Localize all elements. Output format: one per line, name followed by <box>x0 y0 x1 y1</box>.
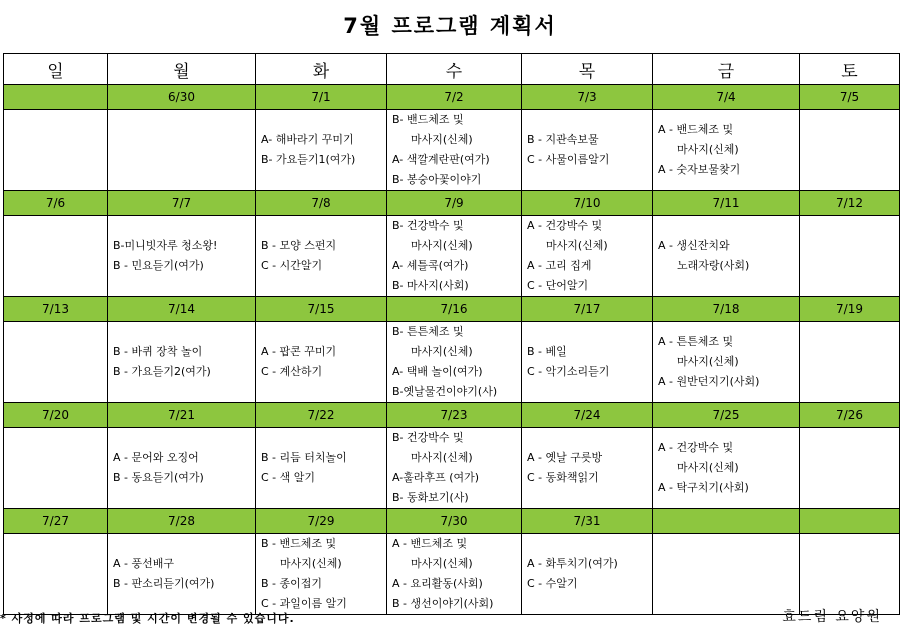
activity-cell <box>108 322 256 403</box>
activity-line: A - 풍선배구 <box>113 557 174 570</box>
date-cell: 7/9 <box>387 191 522 216</box>
activity-line: B- 건강박수 및 <box>392 219 464 232</box>
activity-line: C - 색 알기 <box>261 471 316 484</box>
activity-line: 마사지(신체) <box>411 451 473 464</box>
activity-cell <box>256 216 387 297</box>
activity-cell <box>653 110 800 191</box>
activity-line: B - 판소리듣기(여가) <box>113 577 215 590</box>
activity-cell <box>653 534 800 615</box>
activity-line: 마사지(신체) <box>677 461 739 474</box>
date-cell: 7/5 <box>800 85 900 110</box>
activity-line: A - 건강박수 및 <box>658 441 734 454</box>
activity-cell <box>800 216 900 297</box>
activity-cell <box>4 428 108 509</box>
activity-cell <box>653 322 800 403</box>
activity-cell <box>522 216 653 297</box>
activity-line: B- 봉숭아꽃이야기 <box>392 173 482 186</box>
activity-cell <box>522 428 653 509</box>
weekday-header: 수 <box>387 54 522 85</box>
activity-line: A-훌라후프 (여가) <box>392 471 480 484</box>
date-row <box>4 403 900 428</box>
weekday-header: 금 <box>653 54 800 85</box>
activity-cell <box>108 534 256 615</box>
activity-line: A - 탁구치기(사회) <box>658 481 749 494</box>
activity-line: 마사지(신체) <box>411 557 473 570</box>
activity-line: B-옛날물건이야기(사) <box>392 385 498 398</box>
activity-line: B-미니빗자루 청소왕! <box>113 239 218 252</box>
activity-line: 마사지(신체) <box>677 355 739 368</box>
activity-line: A - 밴드체조 및 <box>392 537 468 550</box>
activity-cell <box>256 534 387 615</box>
activity-line: C - 시간알기 <box>261 259 323 272</box>
date-cell <box>4 85 108 110</box>
activity-cell <box>256 322 387 403</box>
activity-cell <box>522 534 653 615</box>
activity-line: A - 밴드체조 및 <box>658 123 734 136</box>
activity-line: B - 밴드체조 및 <box>261 537 337 550</box>
activity-cell <box>387 534 522 615</box>
date-cell: 7/2 <box>387 85 522 110</box>
activity-line: B- 밴드체조 및 <box>392 113 464 126</box>
activity-line: B - 종이접기 <box>261 577 323 590</box>
activity-line: C - 단어알기 <box>527 279 589 292</box>
activity-line: C - 사물이름알기 <box>527 153 610 166</box>
date-cell: 7/27 <box>4 509 108 534</box>
activity-line: A - 생신잔치와 <box>658 239 730 252</box>
weekday-header-row <box>4 54 900 85</box>
date-cell: 7/26 <box>800 403 900 428</box>
activity-line: 마사지(신체) <box>280 557 342 570</box>
activity-line: A - 숫자보물찾기 <box>658 163 741 176</box>
activity-line: 마사지(신체) <box>411 239 473 252</box>
date-cell: 7/15 <box>256 297 387 322</box>
weekday-header: 토 <box>800 54 900 85</box>
page-title: 7월 프로그램 계획서 <box>343 14 557 38</box>
activity-line: 마사지(신체) <box>546 239 608 252</box>
activity-line: 마사지(신체) <box>677 143 739 156</box>
activity-line: B - 리듬 터치놀이 <box>261 451 347 464</box>
date-cell: 7/21 <box>108 403 256 428</box>
activity-line: 마사지(신체) <box>411 345 473 358</box>
footer-note: * 사정에 따라 프로그램 및 시간이 변경될 수 있습니다. <box>0 612 295 625</box>
activity-cell <box>4 216 108 297</box>
activity-cell <box>4 110 108 191</box>
date-cell: 7/30 <box>387 509 522 534</box>
activity-cell <box>108 110 256 191</box>
weekday-header: 화 <box>256 54 387 85</box>
activity-cell <box>522 322 653 403</box>
date-row <box>4 85 900 110</box>
activity-cell <box>653 428 800 509</box>
activity-cell <box>4 534 108 615</box>
activity-line: B- 튼튼체조 및 <box>392 325 464 338</box>
date-cell: 7/1 <box>256 85 387 110</box>
weekday-header: 목 <box>522 54 653 85</box>
activity-line: A- 택배 놀이(여가) <box>392 365 483 378</box>
activity-cell <box>256 110 387 191</box>
activity-line: B- 동화보기(사) <box>392 491 469 504</box>
date-cell: 7/14 <box>108 297 256 322</box>
activity-line: A - 옛날 구릇방 <box>527 451 603 464</box>
activity-cell <box>256 428 387 509</box>
activity-line: B- 마사지(사회) <box>392 279 469 292</box>
activity-cell <box>800 428 900 509</box>
date-cell: 7/11 <box>653 191 800 216</box>
date-row <box>4 191 900 216</box>
date-cell: 7/25 <box>653 403 800 428</box>
activity-cell <box>108 216 256 297</box>
activity-line: B - 모양 스펀지 <box>261 239 337 252</box>
activity-line: C - 수알기 <box>527 577 578 590</box>
calendar-body <box>4 54 900 615</box>
activity-row <box>4 110 900 191</box>
activity-line: A - 화투치기(여가) <box>527 557 618 570</box>
date-cell: 7/10 <box>522 191 653 216</box>
date-cell: 7/31 <box>522 509 653 534</box>
date-cell: 7/16 <box>387 297 522 322</box>
date-cell: 7/3 <box>522 85 653 110</box>
activity-cell <box>800 110 900 191</box>
activity-cell <box>387 216 522 297</box>
activity-line: A- 해바라기 꾸미기 <box>261 133 354 146</box>
activity-line: A - 팝콘 꾸미기 <box>261 345 337 358</box>
activity-cell <box>800 534 900 615</box>
activity-cell <box>800 322 900 403</box>
activity-line: A - 건강박수 및 <box>527 219 603 232</box>
activity-line: A - 튼튼체조 및 <box>658 335 734 348</box>
activity-row <box>4 428 900 509</box>
date-cell: 7/4 <box>653 85 800 110</box>
activity-cell <box>108 428 256 509</box>
activity-line: A - 원반던지기(사회) <box>658 375 760 388</box>
activity-line: A - 고리 집게 <box>527 259 592 272</box>
activity-row <box>4 534 900 615</box>
activity-cell <box>4 322 108 403</box>
program-calendar <box>3 53 900 615</box>
weekday-header: 일 <box>4 54 108 85</box>
date-cell: 6/30 <box>108 85 256 110</box>
activity-line: B - 바퀴 장착 놀이 <box>113 345 203 358</box>
activity-line: B- 가요듣기1(여가) <box>261 153 356 166</box>
activity-row <box>4 322 900 403</box>
date-cell: 7/22 <box>256 403 387 428</box>
date-cell: 7/29 <box>256 509 387 534</box>
date-cell <box>653 509 800 534</box>
activity-line: C - 동화책읽기 <box>527 471 599 484</box>
activity-line: B - 지관속보물 <box>527 133 599 146</box>
activity-line: C - 계산하기 <box>261 365 323 378</box>
activity-cell <box>653 216 800 297</box>
date-cell: 7/17 <box>522 297 653 322</box>
activity-line: 마사지(신체) <box>411 133 473 146</box>
date-cell: 7/18 <box>653 297 800 322</box>
date-row <box>4 297 900 322</box>
date-cell: 7/19 <box>800 297 900 322</box>
activity-cell <box>387 110 522 191</box>
date-cell: 7/8 <box>256 191 387 216</box>
activity-line: C - 과일이름 알기 <box>261 597 347 610</box>
activity-line: A- 셰틀콕(여가) <box>392 259 469 272</box>
activity-line: B - 베일 <box>527 345 567 358</box>
activity-cell <box>387 322 522 403</box>
footer-org-name: 효드림 요양원 <box>782 609 882 625</box>
activity-row <box>4 216 900 297</box>
activity-line: B - 가요듣기2(여가) <box>113 365 211 378</box>
activity-line: A- 색깔계란판(여가) <box>392 153 490 166</box>
date-cell <box>800 509 900 534</box>
date-cell: 7/20 <box>4 403 108 428</box>
activity-line: B - 동요듣기(여가) <box>113 471 204 484</box>
activity-line: A - 문어와 오징어 <box>113 451 199 464</box>
activity-line: B - 생선이야기(사회) <box>392 597 494 610</box>
activity-line: 노래자랑(사회) <box>677 259 750 272</box>
date-cell: 7/6 <box>4 191 108 216</box>
activity-cell <box>387 428 522 509</box>
activity-line: B - 민요듣기(여가) <box>113 259 204 272</box>
date-row <box>4 509 900 534</box>
date-cell: 7/12 <box>800 191 900 216</box>
date-cell: 7/23 <box>387 403 522 428</box>
activity-line: C - 악기소리듣기 <box>527 365 610 378</box>
activity-line: A - 요리활동(사회) <box>392 577 483 590</box>
activity-line: B- 건강박수 및 <box>392 431 464 444</box>
date-cell: 7/7 <box>108 191 256 216</box>
weekday-header: 월 <box>108 54 256 85</box>
date-cell: 7/28 <box>108 509 256 534</box>
activity-cell <box>522 110 653 191</box>
date-cell: 7/24 <box>522 403 653 428</box>
date-cell: 7/13 <box>4 297 108 322</box>
